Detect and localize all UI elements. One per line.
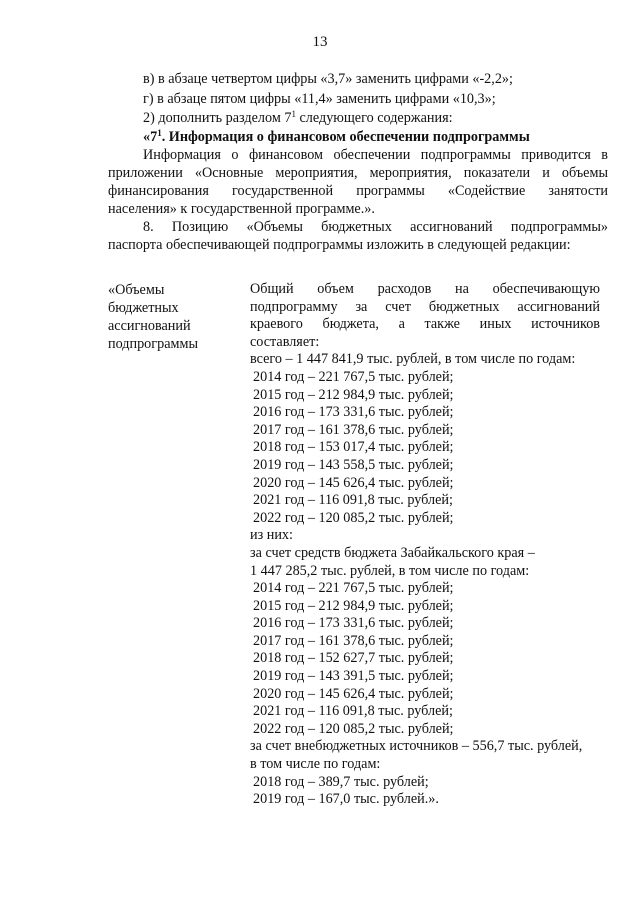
paragraph-2-text: 2) дополнить разделом 7 (143, 110, 292, 126)
content-line: 2017 год – 161 378,6 тыс. рублей; (253, 632, 454, 649)
left-line: подпрограммы (108, 336, 198, 352)
left-line: «Объемы (108, 282, 165, 298)
info-line-2: приложении «Основные мероприятия, мероприятия, показатели и объемы (108, 165, 608, 181)
content-line: 2014 год – 221 767,5 тыс. рублей; (253, 580, 454, 597)
content-line: всего – 1 447 841,9 тыс. рублей, в том числе по годам: (250, 351, 576, 368)
page-number: 13 (312, 34, 328, 50)
content-line: в том числе по годам: (250, 756, 381, 773)
content-line: 2019 год – 143 558,5 тыс. рублей; (253, 456, 454, 473)
section-heading-title: . Информация о финансовом обеспечении подпрограммы (161, 129, 530, 145)
item8-line-1: 8. Позицию «Объемы бюджетных ассигнований подпрограммы» (143, 219, 608, 235)
left-line: ассигнований (108, 318, 191, 334)
content-line: 2022 год – 120 085,2 тыс. рублей; (253, 509, 454, 526)
info-line-4: населения» к государственной программе.». (108, 201, 375, 217)
item8-line-2: паспорта обеспечивающей подпрограммы изложить в следующей редакции: (108, 237, 571, 253)
passport-position-content (250, 281, 600, 809)
content-line: 2019 год – 167,0 тыс. рублей.». (253, 791, 439, 808)
section-heading-number: «7 (143, 129, 158, 145)
info-line-3: финансирования государственной программы «Содействие занятости (108, 183, 608, 199)
content-line: 2017 год – 161 378,6 тыс. рублей; (253, 421, 454, 438)
content-line: из них: (250, 527, 293, 544)
paragraph-g: г) в абзаце пятом цифры «11,4» заменить цифрами «10,3»; (143, 91, 496, 107)
content-line: 2016 год – 173 331,6 тыс. рублей; (253, 615, 454, 632)
content-line: 2021 год – 116 091,8 тыс. рублей; (253, 492, 453, 509)
content-line: 2018 год – 389,7 тыс. рублей; (253, 773, 429, 790)
content-line: 1 447 285,2 тыс. рублей, в том числе по годам: (250, 562, 530, 579)
content-line: 2015 год – 212 984,9 тыс. рублей; (253, 597, 454, 614)
passport-position-title (108, 281, 198, 353)
content-line: 2021 год – 116 091,8 тыс. рублей; (253, 703, 453, 720)
content-line: 2020 год – 145 626,4 тыс. рублей; (253, 685, 454, 702)
left-line: бюджетных (108, 300, 179, 316)
content-line: за счет средств бюджета Забайкальского края – (250, 544, 535, 561)
content-line: 2018 год – 153 017,4 тыс. рублей; (253, 439, 454, 456)
content-line: за счет внебюджетных источников – 556,7 тыс. рублей, (250, 738, 583, 755)
paragraph-v: в) в абзаце четвертом цифры «3,7» заменить цифрами «-2,2»; (143, 71, 513, 87)
content-line: составляет: (250, 333, 320, 350)
section-heading (143, 128, 530, 146)
paragraph-2-superscript: 1 (291, 109, 296, 119)
content-line: 2020 год – 145 626,4 тыс. рублей; (253, 474, 454, 491)
content-line: Общий объем расходов на обеспечивающую (250, 281, 600, 297)
info-line-1: Информация о финансовом обеспечении подпрограммы приводится в (143, 147, 608, 163)
content-line: 2015 год – 212 984,9 тыс. рублей; (253, 386, 454, 403)
paragraph-2 (143, 109, 453, 127)
paragraph-2-text-end: следующего содержания: (295, 110, 453, 126)
content-line: 2014 год – 221 767,5 тыс. рублей; (253, 368, 454, 385)
content-line: 2022 год – 120 085,2 тыс. рублей; (253, 720, 454, 737)
content-line: подпрограмму за счет бюджетных ассигнований (250, 298, 600, 315)
content-line: 2018 год – 152 627,7 тыс. рублей; (253, 650, 454, 667)
section-heading-superscript: 1 (157, 128, 162, 138)
content-line: краевого бюджета, а также иных источников (250, 316, 600, 333)
content-line: 2019 год – 143 391,5 тыс. рублей; (253, 668, 454, 685)
content-line: 2016 год – 173 331,6 тыс. рублей; (253, 404, 454, 421)
